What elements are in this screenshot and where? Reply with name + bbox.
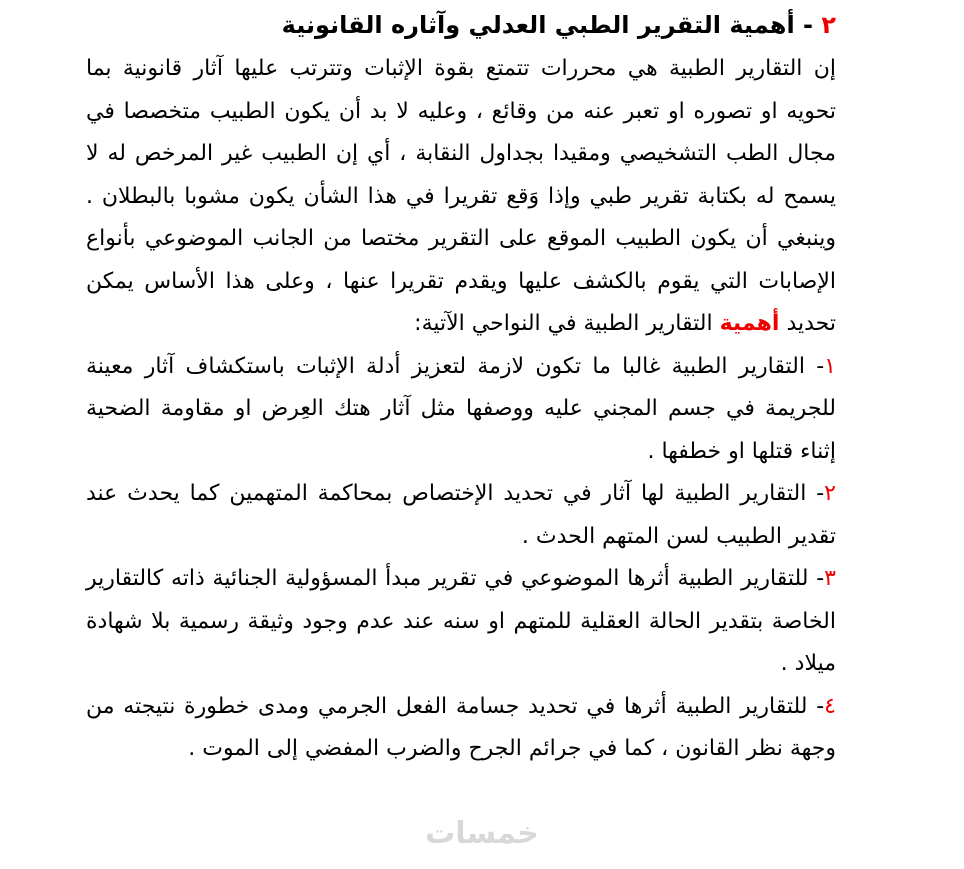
list-item-4 — [86, 686, 836, 771]
intro-text-before: إن التقارير الطبية هي محررات تتمتع بقوة الإثبات وتترتب عليها آثار قانونية بما تحويه او تصوره او تعبر عنه من وقائع ، وعليه لا بد أن يكون الطبيب متخصصا في مجال الطب التشخيصي ومقيدا بجداول النقابة ، أي إن الطبيب غير المرخص له لا يسمح له بكتابة تقرير طبي وإذا وَقع تقريرا في هذا الشأن يكون مشوبا بالبطلان . وينبغي أن يكون الطبيب الموقع على التقرير مختصا من الجانب الموضوعي بأنواع الإصابات التي يقوم بالكشف عليها ويقدم تقريرا عنها ، وعلى هذا الأساس يمكن تحديد — [86, 56, 836, 336]
item-number-1: ١ — [824, 353, 836, 379]
importance-highlight: أهمية — [719, 311, 780, 336]
intro-text-after: التقارير الطبية في النواحي الآتية: — [414, 311, 720, 336]
item-text-3: للتقارير الطبية أثرها الموضوعي في تقرير مبدأ المسؤولية الجنائية ذاته كالتقارير الخاصة بتقدير الحالة العقلية للمتهم او سنه عند عدم وجود وثيقة رسمية بلا شهادة ميلاد . — [86, 566, 836, 676]
list-item-3 — [86, 558, 836, 686]
item-separator-4: - — [807, 693, 825, 719]
list-item-2 — [86, 473, 836, 558]
section-title-separator: - — [794, 11, 822, 39]
item-number-3: ٣ — [824, 566, 836, 591]
list-item-1 — [86, 346, 836, 474]
khamsat-watermark: خمسات — [425, 816, 539, 851]
document-content — [86, 4, 836, 771]
item-text-1: التقارير الطبية غالبا ما تكون لازمة لتعزيز أدلة الإثبات باستكشاف آثار معينة للجريمة في جسم المجني عليه ووصفها مثل آثار هتك العِرض او مقاومة الضحية إثناء قتلها او خطفها . — [86, 353, 836, 464]
item-text-2: التقارير الطبية لها آثار في تحديد الإختصاص بمحاكمة المتهمين كما يحدث عند تقدير الطبيب لسن المتهم الحدث . — [86, 481, 836, 549]
intro-paragraph — [86, 48, 836, 346]
section-number: ٢ — [821, 11, 836, 39]
item-number-4: ٤ — [824, 693, 836, 719]
item-separator-1: - — [804, 353, 825, 379]
item-text-4: للتقارير الطبية أثرها في تحديد جسامة الفعل الجرمي ومدى خطورة نتيجته من وجهة نظر القانون ، كما في جرائم الجرح والضرب المفضي إلى الموت . — [86, 693, 836, 761]
item-separator-3: - — [808, 566, 825, 591]
section-title — [86, 4, 836, 48]
section-title-text: أهمية التقرير الطبي العدلي وآثاره القانونية — [281, 11, 795, 39]
item-number-2: ٢ — [824, 481, 836, 506]
item-separator-2: - — [806, 481, 825, 506]
